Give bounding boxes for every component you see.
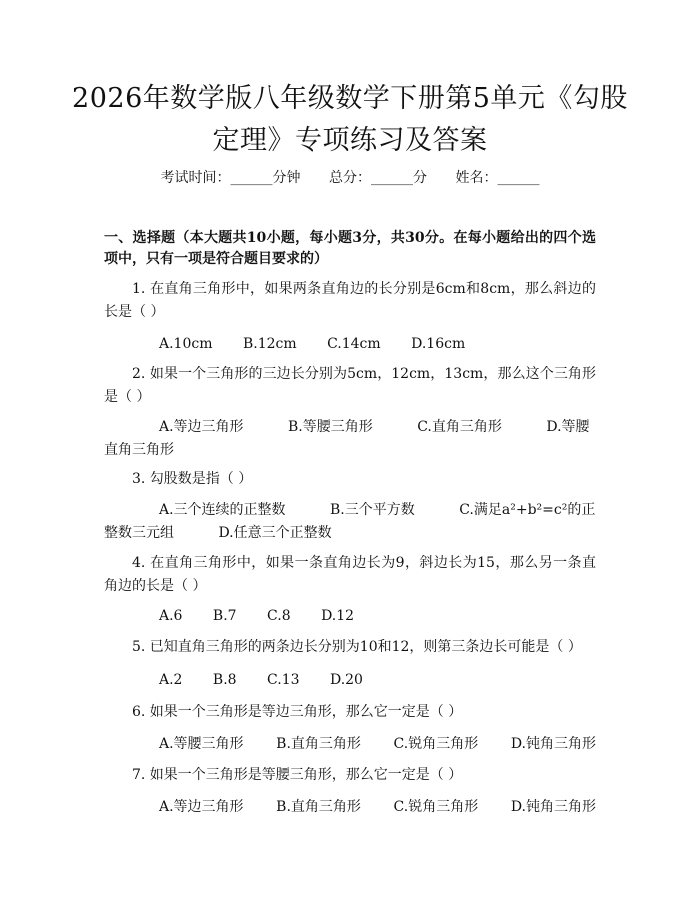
question-4-options [104,605,596,627]
option-c: C.14cm [327,336,381,352]
option-b: B.三个平方数 [330,502,415,518]
document-title: 2026年数学版八年级数学下册第5单元《勾股定理》专项练习及答案 [72,83,628,156]
option-b: B.直角三角形 [276,736,361,752]
question-3-options [104,499,596,545]
question-1: 1. 在直角三角形中，如果两条直角边的长分别是6cm和8cm，那么斜边的长是（ ） [104,281,596,320]
question-4: 4. 在直角三角形中，如果一条直角边长为9，斜边长为15，那么另一条直角边的长是（ ） [104,555,596,594]
option-a: A.三个连续的正整数 [159,502,286,518]
option-b: B.12cm [242,336,297,352]
option-b: B.等腰三角形 [288,419,373,435]
option-a: A.2 [159,672,183,688]
option-a: A.等边三角形 [159,799,244,815]
question-6: 6. 如果一个三角形是等边三角形，那么它一定是（ ） [132,704,463,720]
option-c: C.13 [267,672,300,688]
section-heading: 一、选择题（本大题共10小题，每小题3分，共30分。在每小题给出的四个选项中，只有一项是符合题目要求的） [104,230,596,267]
option-b: B.直角三角形 [276,799,361,815]
question-5-options [104,669,596,691]
option-a: A.等腰三角形 [159,736,244,752]
option-d: D.16cm [411,336,466,352]
exam-total-score: 总分：______分 [329,170,427,186]
option-a: A.6 [159,608,183,624]
question-7-options [104,796,596,818]
question-2: 2. 如果一个三角形的三边长分别为5cm，12cm，13cm，那么这个三角形是（ ） [104,366,596,405]
option-d: D.等腰直角三角形 [104,419,590,458]
option-d: D.任意三个正整数 [218,525,332,541]
option-c: C.8 [267,608,291,624]
exam-meta [0,168,700,188]
option-b: B.8 [212,672,237,688]
option-c: C.满足a²+b²=c²的正整数三元组 [104,502,596,541]
option-c: C.直角三角形 [417,419,502,435]
question-7: 7. 如果一个三角形是等腰三角形，那么它一定是（ ） [132,767,463,783]
option-a: A.等边三角形 [159,419,244,435]
question-6-options [104,733,596,755]
option-d: D.钝角三角形 [510,799,596,815]
student-name: 姓名：______ [455,170,540,186]
question-2-options [104,416,596,462]
option-a: A.10cm [159,336,213,352]
question-5: 5. 已知直角三角形的两条边长分别为10和12，则第三条边长可能是（ ） [132,639,582,655]
option-c: C.锐角三角形 [393,736,479,752]
option-d: D.20 [329,672,363,688]
option-d: D.12 [321,608,355,624]
question-3: 3. 勾股数是指（ ） [132,471,253,487]
exam-time: 考试时间：______分钟 [160,170,301,186]
question-1-options [104,333,596,355]
option-b: B.7 [212,608,237,624]
option-c: C.锐角三角形 [393,799,479,815]
option-d: D.钝角三角形 [510,736,596,752]
